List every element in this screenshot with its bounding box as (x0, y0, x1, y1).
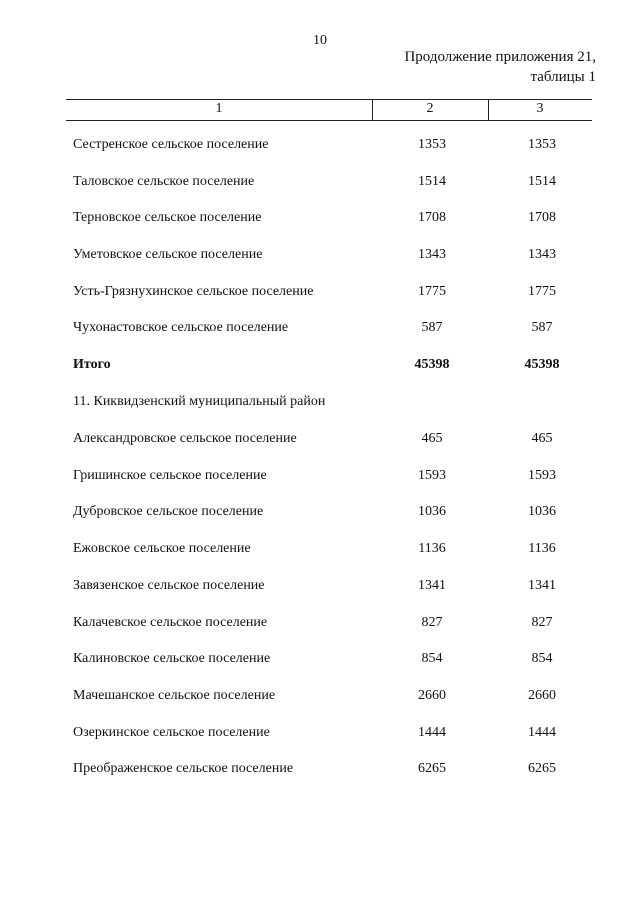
row-value-2: 1343 (418, 247, 446, 262)
row-name: Завязенское сельское поселение (73, 578, 265, 593)
header-bottom-rule (66, 120, 592, 121)
row-value-2: 1341 (418, 578, 446, 593)
row-value-3: 1514 (528, 174, 556, 189)
row-name: Калачевское сельское поселение (73, 615, 268, 630)
table-row (0, 494, 640, 530)
row-value-2: 465 (421, 431, 443, 446)
row-name: Преображенское сельское поселение (73, 761, 294, 776)
total-row (0, 347, 640, 383)
row-name: Итого (73, 357, 111, 372)
row-value-3: 1343 (528, 247, 556, 262)
row-value-3: 6265 (528, 761, 556, 776)
section-heading: 11. Киквидзенский муниципальный район (73, 394, 326, 409)
row-value-2: 1036 (418, 504, 446, 519)
row-value-3: 1708 (528, 210, 556, 225)
table-row (0, 164, 640, 200)
row-name: Александровское сельское поселение (73, 431, 297, 446)
table-row (0, 568, 640, 604)
continuation-note (404, 47, 596, 87)
row-value-2: 1708 (418, 210, 446, 225)
row-name: Гришинское сельское поселение (73, 468, 267, 483)
row-value-2: 1136 (418, 541, 446, 556)
row-name: Таловское сельское поселение (73, 174, 255, 189)
row-value-3: 1444 (528, 725, 556, 740)
row-value-2: 45398 (414, 357, 450, 372)
row-value-2: 2660 (418, 688, 446, 703)
row-value-3: 587 (531, 320, 553, 335)
row-value-2: 827 (421, 615, 443, 630)
row-value-2: 1353 (418, 137, 446, 152)
column-header-3: 3 (536, 101, 544, 116)
page-number: 10 (313, 33, 327, 48)
row-value-3: 854 (531, 651, 553, 666)
table-row (0, 678, 640, 714)
row-name: Чухонастовское сельское поселение (73, 320, 289, 335)
row-name: Озеркинское сельское поселение (73, 725, 270, 740)
continuation-line-2: таблицы 1 (530, 69, 596, 85)
row-value-3: 465 (531, 431, 553, 446)
table-row (0, 715, 640, 751)
continuation-line-1: Продолжение приложения 21, (404, 49, 596, 65)
column-header-1: 1 (215, 101, 223, 116)
row-value-3: 827 (531, 615, 553, 630)
row-value-3: 1775 (528, 284, 556, 299)
row-value-2: 1514 (418, 174, 446, 189)
row-value-2: 6265 (418, 761, 446, 776)
row-value-3: 1353 (528, 137, 556, 152)
row-name: Терновское сельское поселение (73, 210, 262, 225)
table-row (0, 751, 640, 787)
row-value-3: 2660 (528, 688, 556, 703)
row-value-2: 587 (421, 320, 443, 335)
row-value-3: 1036 (528, 504, 556, 519)
row-name: Усть-Грязнухинское сельское поселение (73, 284, 314, 299)
header-top-rule (66, 99, 592, 100)
table-row (0, 127, 640, 163)
row-name: Уметовское сельское поселение (73, 247, 263, 262)
row-value-3: 1136 (528, 541, 556, 556)
table-row (0, 641, 640, 677)
table-row (0, 310, 640, 346)
row-name: Мачешанское сельское поселение (73, 688, 276, 703)
row-value-3: 1341 (528, 578, 556, 593)
row-value-2: 1444 (418, 725, 446, 740)
column-header-2: 2 (426, 101, 434, 116)
row-value-2: 1593 (418, 468, 446, 483)
table-row (0, 531, 640, 567)
row-value-3: 45398 (524, 357, 560, 372)
table-row (0, 237, 640, 273)
row-value-2: 854 (421, 651, 443, 666)
table-row (0, 200, 640, 236)
table-row (0, 421, 640, 457)
section-heading-row (0, 384, 640, 420)
row-name: Калиновское сельское поселение (73, 651, 271, 666)
table-row (0, 605, 640, 641)
table-row (0, 458, 640, 494)
row-name: Сестренское сельское поселение (73, 137, 269, 152)
row-value-3: 1593 (528, 468, 556, 483)
table-row (0, 274, 640, 310)
row-name: Дубровское сельское поселение (73, 504, 264, 519)
row-name: Ежовское сельское поселение (73, 541, 251, 556)
row-value-2: 1775 (418, 284, 446, 299)
